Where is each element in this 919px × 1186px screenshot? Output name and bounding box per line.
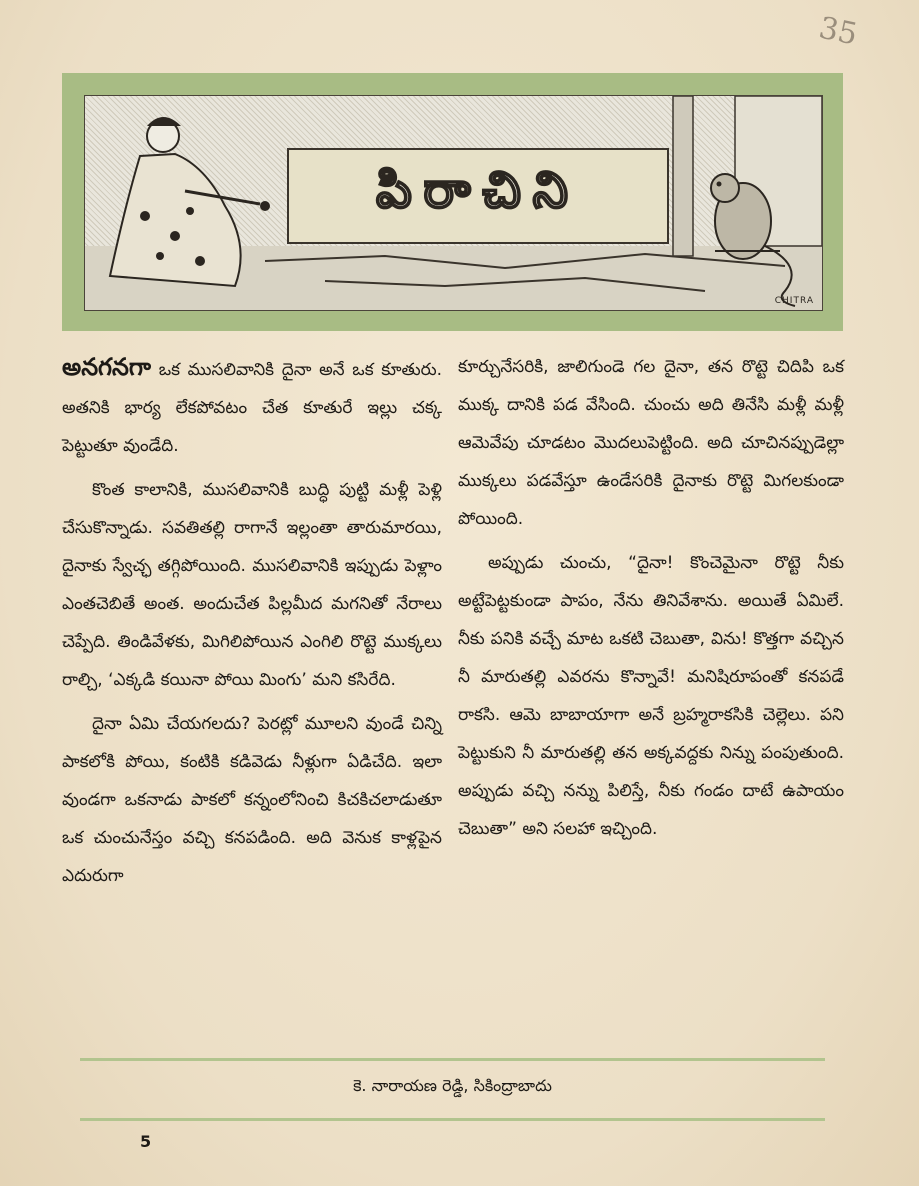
story-lead-word: అనగనగా <box>62 353 151 381</box>
divider-rule-top <box>80 1058 825 1061</box>
story-paragraph-text: ఒక ముసలివానికి దైనా అనే ఒక కూతురు. అతనికి భార్య లేకపోవటం చేత కూతురే ఇల్లు చక్క పెట్టుతూ వుండేది. <box>62 360 442 456</box>
artist-signature: CHITRA <box>774 296 814 306</box>
corner-page-mark: 35 <box>815 10 861 53</box>
author-byline: కె. నారాయణ రెడ్డి, సికింద్రాబాదు <box>353 1076 552 1095</box>
divider-rule-bottom <box>80 1118 825 1121</box>
page-number: 5 <box>140 1132 152 1151</box>
header-illustration <box>84 95 823 311</box>
story-paragraph: దైనా ఏమి చేయగలదు? పెరట్లో మూలని వుండే చిన్ని పాకలోకి పోయి, కంటికి కడివెడు నీళ్లుగా ఏడిచేది. ఇలా వుండగా ఒకనాడు పాకలో కన్నంలోనించి కిచకిచలాడుతూ ఒక చుంచునేస్తం వచ్చి కనపడింది. అది వెనుక కాళ్లపైన ఎదురుగా <box>62 714 442 886</box>
story-column-left <box>62 348 442 901</box>
story-paragraph: కొంత కాలానికి, ముసలివానికి బుద్ధి పుట్టి మళ్లీ పెళ్లి చేసుకొన్నాడు. సవతితల్లి రాగానే ఇల్లంతా తారుమారయి, దైనాకు స్వేచ్ఛ తగ్గిపోయింది. ముసలివానికి ఇప్పుడు పెళ్లాం ఎంతచెబితే అంత. అందుచేత పిల్లమీద మగనితో నేరాలు చెప్పేది. తిండివేళకు, మిగిలిపోయిన ఎంగిలి రొట్టె ముక్కలు రాల్చి, ‘ఎక్కడి కయినా పోయి మింగు’ మని కసిరేది. <box>62 480 442 690</box>
story-paragraph: కూర్చునేసరికి, జాలిగుండె గల దైనా, తన రొట్టె చిదిపి ఒక ముక్క దానికి పడ వేసింది. చుంచు అది తినేసి మళ్లీ మళ్లీ ఆమెవేపు చూడటం మొదలుపెట్టింది. అది చూచినప్పుడెల్లా ముక్కలు పడవేస్తూ ఉండేసరికి దైనాకు రొట్టె మిగలకుండా పోయింది. <box>458 357 844 529</box>
story-paragraph: అప్పుడు చుంచు, “దైనా! కొంచెమైనా రొట్టె నీకు అట్టేపెట్టకుండా పాపం, నేను తినివేశాను. అయితే ఏమిలే. నీకు పనికి వచ్చే మాట ఒకటి చెబుతా, విను! కొత్తగా వచ్చిన నీ మారుతల్లి ఎవరను కొన్నావే! మనిషిరూపంతో కనపడే రాకసి. ఆమె బాబాయాగా అనే బ్రహ్మరాకసికి చెల్లెలు. పని పెట్టుకుని నీ మారుతల్లి తన అక్కవద్దకు నిన్ను పంపుతుంది. అప్పుడు వచ్చి నన్ను పిలిస్తే, నీకు గండం దాటే ఉపాయం చెబుతా” అని సలహా ఇచ్చింది. <box>458 553 844 839</box>
header-banner <box>62 73 843 331</box>
story-paragraph <box>62 348 442 465</box>
title-frame <box>287 148 669 244</box>
story-title: పిరాచిని <box>376 160 580 219</box>
story-column-right <box>458 348 844 854</box>
